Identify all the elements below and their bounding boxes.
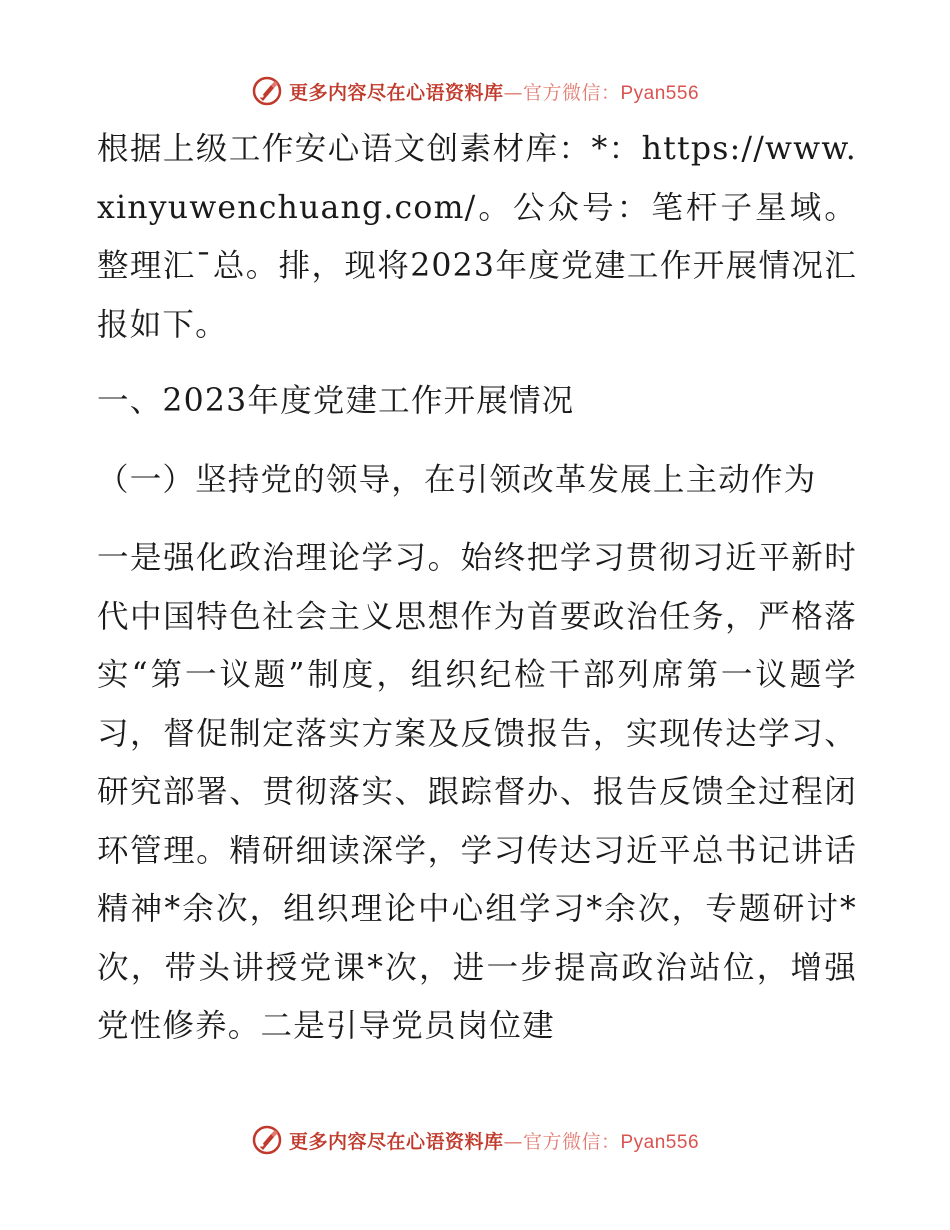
spacer — [97, 509, 857, 529]
pen-logo-icon — [251, 75, 283, 107]
header-watermark-banner — [0, 71, 950, 111]
footer-banner-sub: 官方微信： — [522, 1130, 621, 1153]
footer-banner-text — [289, 1127, 699, 1154]
footer-banner-main: 更多内容尽在心语资料库 — [288, 1130, 504, 1153]
subsection-heading-1: （一）坚持党的领导，在引领改革发展上主动作为 — [97, 461, 817, 498]
footer-banner-handle: Pyan556 — [620, 1131, 700, 1153]
document-body — [97, 120, 857, 1056]
spacer — [97, 354, 857, 372]
header-banner-inner — [251, 75, 699, 107]
footer-banner-inner — [251, 1124, 699, 1156]
body-paragraph-1: 一是强化政治理论学习。始终把学习贯彻习近平新时代中国特色社会主义思想作为首要政治任务，严格落实“第一议题”制度，组织纪检干部列席第一议题学习，督促制定落实方案及反馈报告，实现传达学习、研究部署、贯彻落实、跟踪督办、报告反馈全过程闭环管理。精研细读深学，学习传达习近平总书记讲话精神*余次，组织理论中心组学习*余次，专题研讨*次，带头讲授党课*次，进一步提高政治站位，增强党性修养。二是引导党员岗位建 — [97, 540, 857, 1044]
intro-paragraph: 根据上级工作安心语文创素材库：*：https://www.xinyuwenchuang.com/。公众号：笔杆子星域。整理汇¯总。排，现将2023年度党建工作开展情况汇报如下。 — [97, 131, 857, 343]
header-banner-text — [289, 78, 699, 105]
header-banner-main: 更多内容尽在心语资料库 — [288, 81, 504, 104]
pen-logo-icon — [251, 1124, 283, 1156]
header-banner-sub: 官方微信： — [522, 81, 621, 104]
section-heading-1: 一、2023年度党建工作开展情况 — [97, 383, 575, 419]
header-banner-separator: — — [503, 81, 523, 104]
footer-banner-separator: — — [503, 1130, 523, 1153]
spacer — [97, 431, 857, 451]
footer-watermark-banner — [0, 1120, 950, 1160]
header-banner-handle: Pyan556 — [620, 82, 700, 104]
